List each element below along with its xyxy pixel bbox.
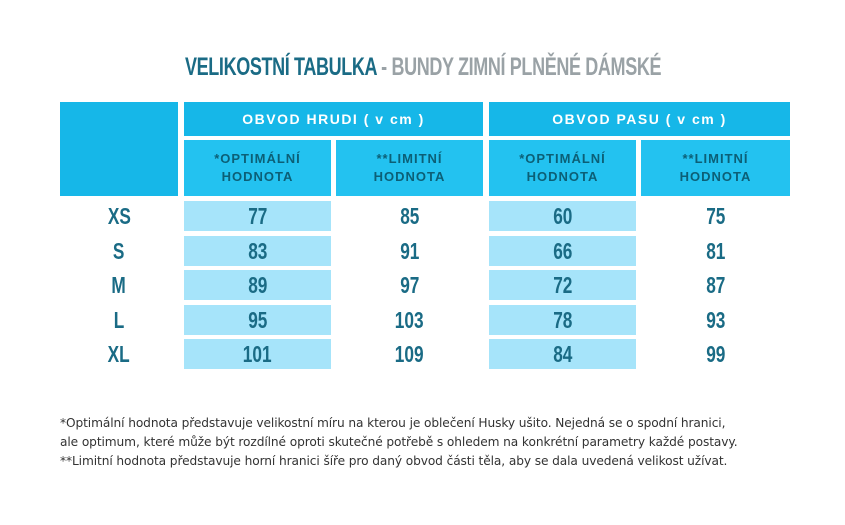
value-cell: 89 [184,270,331,300]
subheader-line1: **LIMITNÍ [376,151,443,166]
subheader-chest-limit [336,140,483,196]
header-corner-cell [60,102,178,196]
subheader-line2: HODNOTA [526,169,599,184]
value-cell: 85 [399,202,420,229]
subheader-line2: HODNOTA [373,169,446,184]
subheader-line1: **LIMITNÍ [682,151,749,166]
subheader-waist-limit [641,140,790,196]
value-cell: 91 [399,237,420,264]
size-label-s: S [113,237,125,264]
group-header-chest [184,102,483,136]
title-main: VELIKOSTNÍ TABULKA [185,53,377,81]
subheader-line2: HODNOTA [221,169,294,184]
value-cell: 84 [489,339,636,369]
value-cell: 95 [184,305,331,335]
value-cell: 72 [489,270,636,300]
group-header-waist-label: OBVOD PASU ( v cm ) [552,111,727,127]
value-cell: 87 [705,271,726,298]
title-dash: - [376,53,392,81]
value-cell: 103 [395,306,424,333]
value-cell: 77 [184,201,331,231]
footnotes [60,414,800,471]
subheader-line2: HODNOTA [679,169,752,184]
size-label-xl: XL [107,340,131,367]
footnote-line: **Limitní hodnota představuje horní hranici šíře pro daný obvod části těla, aby se dala uvedená velikost užívat. [60,454,728,468]
subheader-line1: *OPTIMÁLNÍ [519,151,606,166]
value-cell: 83 [184,236,331,266]
subheader-line1: *OPTIMÁLNÍ [214,151,301,166]
group-header-waist [489,102,790,136]
value-cell: 81 [705,237,726,264]
footnote-line: ale optimum, které může být rozdílné oproti skutečné potřebě s ohledem na konkrétní parametry každé postavy. [60,435,738,449]
value-cell: 66 [489,236,636,266]
value-cell: 101 [184,339,331,369]
value-cell: 60 [489,201,636,231]
value-cell: 97 [399,271,420,298]
value-cell: 75 [705,202,726,229]
size-label-l: L [113,306,125,333]
footnote-line: *Optimální hodnota představuje velikostní míru na kterou je oblečení Husky ušito. Nejedná se o spodní hranici, [60,416,726,430]
size-label-xs: XS [107,202,131,229]
value-cell: 78 [489,305,636,335]
page-title [185,52,661,82]
subheader-waist-optimal [489,140,636,196]
value-cell: 93 [705,306,726,333]
size-label-m: M [111,271,127,298]
subheader-chest-optimal [184,140,331,196]
title-subtitle: BUNDY ZIMNÍ PLNĚNÉ DÁMSKÉ [391,53,662,81]
group-header-chest-label: OBVOD HRUDI ( v cm ) [242,111,425,127]
value-cell: 99 [705,340,726,367]
value-cell: 109 [395,340,424,367]
